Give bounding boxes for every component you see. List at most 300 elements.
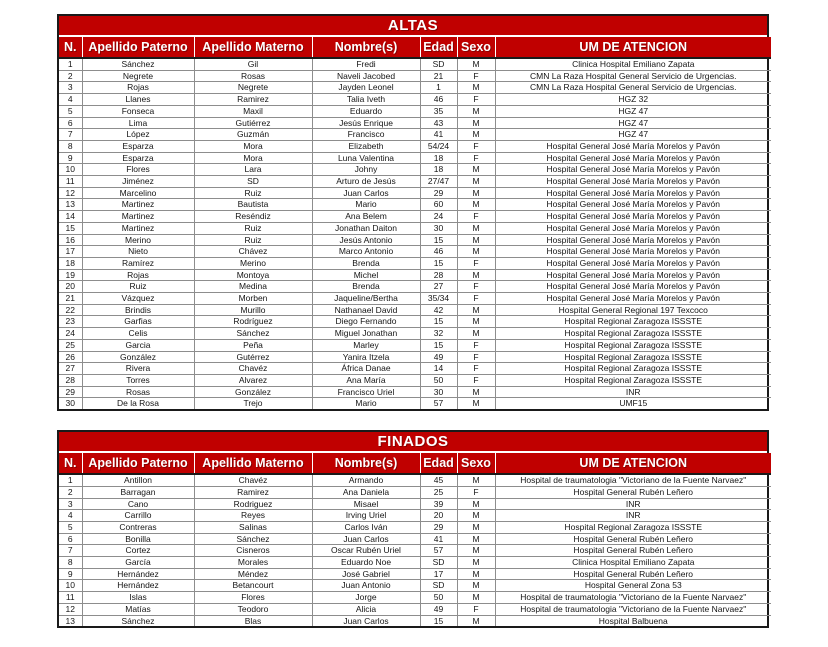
table-cell: Lima	[82, 117, 194, 129]
table-cell: Carlos Iván	[312, 521, 420, 533]
table-row	[59, 140, 771, 152]
table-cell: 10	[59, 164, 82, 176]
finados-header-row	[59, 453, 771, 474]
table-row	[59, 199, 771, 211]
table-cell: Clinica Hospital Emiliano Zapata	[495, 557, 771, 569]
table-cell: Hospital General Regional 197 Texcoco	[495, 304, 771, 316]
table-cell: Vázquez	[82, 293, 194, 305]
table-row	[59, 545, 771, 557]
table-cell: HGZ 32	[495, 94, 771, 106]
table-row	[59, 498, 771, 510]
table-cell: M	[457, 58, 495, 70]
table-cell: Hospital General Zona 53	[495, 580, 771, 592]
table-cell: Merino	[82, 234, 194, 246]
table-cell: Betancourt	[194, 580, 312, 592]
table-cell: M	[457, 234, 495, 246]
column-header: N.	[59, 37, 82, 58]
table-cell: Morben	[194, 293, 312, 305]
table-cell: 43	[420, 117, 457, 129]
table-cell: González	[82, 351, 194, 363]
table-cell: Hospital General Rubén Leñero	[495, 486, 771, 498]
table-cell: Llanes	[82, 94, 194, 106]
table-cell: Irving Uriel	[312, 510, 420, 522]
table-cell: 6	[59, 117, 82, 129]
table-cell: Jesús Enrique	[312, 117, 420, 129]
table-cell: Matías	[82, 603, 194, 615]
table-cell: F	[457, 486, 495, 498]
table-cell: M	[457, 117, 495, 129]
table-cell: Maxil	[194, 105, 312, 117]
table-cell: HGZ 47	[495, 129, 771, 141]
table-cell: Miguel Jonathan	[312, 328, 420, 340]
table-row	[59, 398, 771, 409]
table-cell: Juan Carlos	[312, 187, 420, 199]
table-cell: Marco Antonio	[312, 246, 420, 258]
table-cell: Hospital General José María Morelos y Pavón	[495, 257, 771, 269]
column-header: N.	[59, 453, 82, 474]
table-cell: 14	[420, 363, 457, 375]
table-cell: Jiménez	[82, 176, 194, 188]
table-cell: 35/34	[420, 293, 457, 305]
table-row	[59, 351, 771, 363]
table-cell: 41	[420, 533, 457, 545]
table-row	[59, 533, 771, 545]
table-cell: 7	[59, 129, 82, 141]
table-cell: Mario	[312, 398, 420, 409]
table-cell: 32	[420, 328, 457, 340]
table-cell: 12	[59, 187, 82, 199]
table-cell: De la Rosa	[82, 398, 194, 409]
table-row	[59, 211, 771, 223]
table-cell: Hospital General Rubén Leñero	[495, 545, 771, 557]
table-cell: M	[457, 222, 495, 234]
table-cell: Brenda	[312, 257, 420, 269]
table-cell: Lara	[194, 164, 312, 176]
table-cell: Yanira Itzela	[312, 351, 420, 363]
table-cell: 27/47	[420, 176, 457, 188]
table-cell: 3	[59, 82, 82, 94]
table-cell: Eduardo Noe	[312, 557, 420, 569]
table-row	[59, 269, 771, 281]
table-row	[59, 105, 771, 117]
table-cell: Barragan	[82, 486, 194, 498]
table-cell: 13	[59, 199, 82, 211]
table-cell: 25	[59, 339, 82, 351]
table-cell: 21	[420, 70, 457, 82]
table-cell: Antillon	[82, 474, 194, 486]
table-cell: Montoya	[194, 269, 312, 281]
table-cell: 7	[59, 545, 82, 557]
table-row	[59, 592, 771, 604]
table-cell: Hospital General José María Morelos y Pavón	[495, 152, 771, 164]
table-cell: Hernández	[82, 568, 194, 580]
table-row	[59, 82, 771, 94]
table-cell: Hospital General Rubén Leñero	[495, 568, 771, 580]
table-cell: Hospital General José María Morelos y Pavón	[495, 222, 771, 234]
table-cell: 30	[420, 222, 457, 234]
table-cell: Hospital General José María Morelos y Pavón	[495, 281, 771, 293]
table-cell: 18	[59, 257, 82, 269]
table-cell: Nathanael David	[312, 304, 420, 316]
table-cell: Oscar Rubén Uriel	[312, 545, 420, 557]
table-cell: Nieto	[82, 246, 194, 258]
table-cell: Ramirez	[194, 94, 312, 106]
table-row	[59, 234, 771, 246]
table-cell: 42	[420, 304, 457, 316]
table-row	[59, 246, 771, 258]
table-cell: Mario	[312, 199, 420, 211]
table-cell: Francisco	[312, 129, 420, 141]
table-cell: 8	[59, 557, 82, 569]
table-cell: 5	[59, 105, 82, 117]
table-cell: 22	[59, 304, 82, 316]
table-row	[59, 615, 771, 626]
table-cell: Esparza	[82, 140, 194, 152]
table-cell: Hospital de traumatologia "Victoriano de la Fuente Narvaez"	[495, 603, 771, 615]
table-cell: 57	[420, 398, 457, 409]
table-cell: 41	[420, 129, 457, 141]
table-cell: Medina	[194, 281, 312, 293]
table-cell: 17	[420, 568, 457, 580]
table-cell: Bonilla	[82, 533, 194, 545]
table-cell: 24	[420, 211, 457, 223]
table-cell: 20	[420, 510, 457, 522]
table-cell: M	[457, 474, 495, 486]
table-cell: M	[457, 592, 495, 604]
table-cell: F	[457, 152, 495, 164]
table-row	[59, 328, 771, 340]
table-cell: 4	[59, 94, 82, 106]
table-cell: Rivera	[82, 363, 194, 375]
table-cell: 15	[420, 615, 457, 626]
table-row	[59, 94, 771, 106]
table-cell: M	[457, 386, 495, 398]
table-cell: M	[457, 246, 495, 258]
table-cell: M	[457, 269, 495, 281]
table-cell: Francisco Uriel	[312, 386, 420, 398]
finados-table-title: FINADOS	[59, 432, 767, 453]
table-cell: 9	[59, 152, 82, 164]
table-cell: Brenda	[312, 281, 420, 293]
table-cell: 3	[59, 498, 82, 510]
table-cell: Garfias	[82, 316, 194, 328]
table-cell: Trejo	[194, 398, 312, 409]
table-cell: Hospital General José María Morelos y Pavón	[495, 164, 771, 176]
table-cell: M	[457, 580, 495, 592]
table-cell: Hospital General José María Morelos y Pavón	[495, 187, 771, 199]
table-cell: García	[82, 557, 194, 569]
column-header: UM DE ATENCION	[495, 453, 771, 474]
table-cell: Alicia	[312, 603, 420, 615]
table-row	[59, 293, 771, 305]
table-cell: Chavéz	[194, 363, 312, 375]
table-cell: Marley	[312, 339, 420, 351]
table-cell: Fonseca	[82, 105, 194, 117]
table-row	[59, 58, 771, 70]
table-cell: López	[82, 129, 194, 141]
table-cell: Ruiz	[194, 222, 312, 234]
table-cell: M	[457, 615, 495, 626]
table-cell: HGZ 47	[495, 105, 771, 117]
table-cell: 21	[59, 293, 82, 305]
table-cell: F	[457, 70, 495, 82]
table-cell: Hospital de traumatologia "Victoriano de la Fuente Narvaez"	[495, 474, 771, 486]
table-cell: Reséndiz	[194, 211, 312, 223]
table-cell: Misael	[312, 498, 420, 510]
finados-table	[57, 430, 769, 628]
altas-table	[57, 14, 769, 411]
table-cell: Juan Antonio	[312, 580, 420, 592]
table-cell: Ramirez	[194, 486, 312, 498]
table-row	[59, 603, 771, 615]
table-cell: Arturo de Jesús	[312, 176, 420, 188]
table-cell: 57	[420, 545, 457, 557]
table-cell: 10	[59, 580, 82, 592]
table-cell: M	[457, 316, 495, 328]
table-cell: Talia Iveth	[312, 94, 420, 106]
table-cell: 6	[59, 533, 82, 545]
table-cell: F	[457, 94, 495, 106]
table-cell: Martinez	[82, 199, 194, 211]
table-cell: Hospital Regional Zaragoza ISSSTE	[495, 316, 771, 328]
table-cell: Esparza	[82, 152, 194, 164]
table-cell: 8	[59, 140, 82, 152]
table-cell: 2	[59, 70, 82, 82]
table-cell: F	[457, 293, 495, 305]
table-cell: Rosas	[194, 70, 312, 82]
table-cell: 17	[59, 246, 82, 258]
table-cell: 4	[59, 510, 82, 522]
table-cell: 2	[59, 486, 82, 498]
table-cell: 15	[420, 316, 457, 328]
table-cell: Luna Valentina	[312, 152, 420, 164]
table-cell: Martinez	[82, 211, 194, 223]
table-cell: UMF15	[495, 398, 771, 409]
table-row	[59, 374, 771, 386]
table-row	[59, 257, 771, 269]
table-cell: Hospital Regional Zaragoza ISSSTE	[495, 363, 771, 375]
table-cell: 28	[59, 374, 82, 386]
table-cell: 50	[420, 592, 457, 604]
table-cell: M	[457, 164, 495, 176]
table-cell: INR	[495, 498, 771, 510]
column-header: Edad	[420, 453, 457, 474]
table-cell: González	[194, 386, 312, 398]
table-row	[59, 339, 771, 351]
table-row	[59, 304, 771, 316]
table-cell: Fredi	[312, 58, 420, 70]
table-cell: 30	[420, 386, 457, 398]
table-row	[59, 70, 771, 82]
table-cell: Guzmán	[194, 129, 312, 141]
table-cell: F	[457, 257, 495, 269]
table-cell: Hospital General José María Morelos y Pavón	[495, 269, 771, 281]
table-cell: Blas	[194, 615, 312, 626]
table-row	[59, 580, 771, 592]
column-header: Apellido Paterno	[82, 453, 194, 474]
table-cell: Hospital Regional Zaragoza ISSSTE	[495, 521, 771, 533]
table-cell: África Danae	[312, 363, 420, 375]
table-cell: 1	[59, 58, 82, 70]
table-cell: Hospital General José María Morelos y Pavón	[495, 293, 771, 305]
table-cell: CMN La Raza Hospital General Servicio de Urgencias.	[495, 70, 771, 82]
table-row	[59, 386, 771, 398]
table-cell: SD	[420, 557, 457, 569]
table-cell: Gutérrez	[194, 351, 312, 363]
table-cell: 15	[420, 339, 457, 351]
table-cell: Chavéz	[194, 474, 312, 486]
table-cell: Hospital Balbuena	[495, 615, 771, 626]
table-cell: Morales	[194, 557, 312, 569]
table-cell: Merino	[194, 257, 312, 269]
table-cell: 49	[420, 351, 457, 363]
altas-data-grid	[59, 37, 771, 409]
table-cell: 30	[59, 398, 82, 409]
table-cell: 15	[420, 257, 457, 269]
table-cell: Jaqueline/Bertha	[312, 293, 420, 305]
table-cell: M	[457, 498, 495, 510]
table-cell: M	[457, 533, 495, 545]
table-cell: Rosas	[82, 386, 194, 398]
table-cell: Hospital General Rubén Leñero	[495, 533, 771, 545]
table-cell: Sánchez	[82, 615, 194, 626]
table-cell: 5	[59, 521, 82, 533]
table-cell: Gutiérrez	[194, 117, 312, 129]
table-cell: Clinica Hospital Emiliano Zapata	[495, 58, 771, 70]
table-cell: Marcelino	[82, 187, 194, 199]
table-cell: Teodoro	[194, 603, 312, 615]
table-row	[59, 281, 771, 293]
table-cell: Michel	[312, 269, 420, 281]
table-cell: 1	[420, 82, 457, 94]
table-cell: Naveli Jacobed	[312, 70, 420, 82]
table-cell: 15	[420, 234, 457, 246]
table-cell: 12	[59, 603, 82, 615]
table-cell: Jayden Leonel	[312, 82, 420, 94]
table-cell: Méndez	[194, 568, 312, 580]
table-row	[59, 486, 771, 498]
table-cell: Sánchez	[194, 328, 312, 340]
table-cell: F	[457, 374, 495, 386]
table-cell: 49	[420, 603, 457, 615]
table-cell: Contreras	[82, 521, 194, 533]
table-cell: SD	[420, 58, 457, 70]
table-cell: Celis	[82, 328, 194, 340]
column-header: Nombre(s)	[312, 453, 420, 474]
table-row	[59, 129, 771, 141]
table-cell: 29	[420, 187, 457, 199]
table-cell: 16	[59, 234, 82, 246]
table-cell: 39	[420, 498, 457, 510]
table-cell: Hospital General José María Morelos y Pavón	[495, 211, 771, 223]
table-row	[59, 187, 771, 199]
table-row	[59, 164, 771, 176]
table-cell: Cisneros	[194, 545, 312, 557]
table-cell: Flores	[82, 164, 194, 176]
table-cell: M	[457, 398, 495, 409]
table-cell: M	[457, 129, 495, 141]
table-cell: 18	[420, 152, 457, 164]
table-cell: 1	[59, 474, 82, 486]
table-cell: Rodriguez	[194, 498, 312, 510]
table-cell: Negrete	[82, 70, 194, 82]
table-cell: Cano	[82, 498, 194, 510]
table-cell: Ruiz	[82, 281, 194, 293]
table-row	[59, 474, 771, 486]
table-row	[59, 521, 771, 533]
column-header: Edad	[420, 37, 457, 58]
table-cell: M	[457, 105, 495, 117]
table-cell: 14	[59, 211, 82, 223]
table-row	[59, 152, 771, 164]
table-cell: 15	[59, 222, 82, 234]
table-cell: Hospital General José María Morelos y Pavón	[495, 199, 771, 211]
table-cell: Jorge	[312, 592, 420, 604]
table-cell: INR	[495, 510, 771, 522]
table-cell: Flores	[194, 592, 312, 604]
table-cell: Rojas	[82, 82, 194, 94]
table-cell: M	[457, 176, 495, 188]
table-cell: Jonathan Daiton	[312, 222, 420, 234]
table-cell: Ramírez	[82, 257, 194, 269]
finados-data-grid	[59, 453, 771, 626]
altas-header-row	[59, 37, 771, 58]
table-cell: M	[457, 568, 495, 580]
table-cell: F	[457, 281, 495, 293]
table-cell: Murillo	[194, 304, 312, 316]
table-cell: Hospital General José María Morelos y Pavón	[495, 246, 771, 258]
table-cell: Diego Fernando	[312, 316, 420, 328]
table-cell: Hernández	[82, 580, 194, 592]
table-row	[59, 316, 771, 328]
table-cell: F	[457, 339, 495, 351]
table-cell: F	[457, 211, 495, 223]
table-cell: Garcia	[82, 339, 194, 351]
column-header: Sexo	[457, 37, 495, 58]
table-cell: Rodríguez	[194, 316, 312, 328]
table-cell: Hospital Regional Zaragoza ISSSTE	[495, 339, 771, 351]
table-cell: M	[457, 304, 495, 316]
table-cell: 27	[59, 363, 82, 375]
table-cell: Ruiz	[194, 234, 312, 246]
table-cell: 29	[420, 521, 457, 533]
table-cell: 35	[420, 105, 457, 117]
patient-tables-sheet	[57, 14, 769, 647]
table-cell: Alvarez	[194, 374, 312, 386]
table-cell: Negrete	[194, 82, 312, 94]
table-cell: 9	[59, 568, 82, 580]
table-row	[59, 363, 771, 375]
table-cell: Hospital General José María Morelos y Pavón	[495, 234, 771, 246]
table-cell: Ana Belem	[312, 211, 420, 223]
table-cell: Chávez	[194, 246, 312, 258]
table-cell: 28	[420, 269, 457, 281]
table-cell: F	[457, 351, 495, 363]
table-cell: Salinas	[194, 521, 312, 533]
column-header: Nombre(s)	[312, 37, 420, 58]
table-row	[59, 557, 771, 569]
table-cell: Cortez	[82, 545, 194, 557]
table-cell: F	[457, 603, 495, 615]
table-cell: Brindis	[82, 304, 194, 316]
table-cell: 50	[420, 374, 457, 386]
table-cell: Islas	[82, 592, 194, 604]
table-row	[59, 117, 771, 129]
column-header: Apellido Paterno	[82, 37, 194, 58]
table-cell: Peña	[194, 339, 312, 351]
table-cell: M	[457, 187, 495, 199]
table-cell: Elizabeth	[312, 140, 420, 152]
